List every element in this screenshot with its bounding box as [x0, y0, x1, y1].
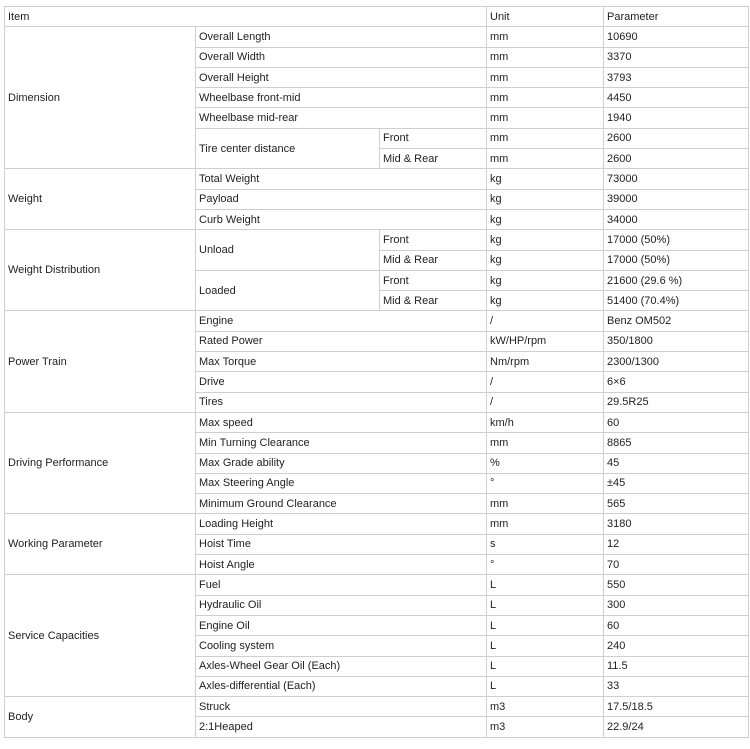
- item-cell: Max Steering Angle: [196, 473, 487, 493]
- sub-item-cell: Front: [380, 230, 487, 250]
- item-cell: Overall Height: [196, 67, 487, 87]
- unit-cell: mm: [487, 149, 604, 169]
- item-cell: Tire center distance: [196, 128, 380, 169]
- unit-cell: mm: [487, 108, 604, 128]
- sub-item-cell: Mid & Rear: [380, 149, 487, 169]
- unit-cell: m3: [487, 697, 604, 717]
- unit-cell: s: [487, 534, 604, 554]
- value-cell: 10690: [604, 27, 749, 47]
- item-cell: Loaded: [196, 270, 380, 311]
- table-row: [5, 311, 749, 331]
- value-cell: 51400 (70.4%): [604, 291, 749, 311]
- unit-cell: mm: [487, 128, 604, 148]
- item-cell: Axles-differential (Each): [196, 676, 487, 696]
- unit-cell: %: [487, 453, 604, 473]
- item-cell: Rated Power: [196, 331, 487, 351]
- unit-cell: /: [487, 311, 604, 331]
- unit-cell: kg: [487, 209, 604, 229]
- item-cell: Fuel: [196, 575, 487, 595]
- value-cell: 11.5: [604, 656, 749, 676]
- value-cell: 34000: [604, 209, 749, 229]
- value-cell: 21600 (29.6 %): [604, 270, 749, 290]
- item-cell: Overall Length: [196, 27, 487, 47]
- unit-cell: Nm/rpm: [487, 352, 604, 372]
- item-cell: Hoist Angle: [196, 555, 487, 575]
- value-cell: 4450: [604, 88, 749, 108]
- value-cell: 2600: [604, 128, 749, 148]
- value-cell: ±45: [604, 473, 749, 493]
- item-cell: Drive: [196, 372, 487, 392]
- item-cell: Struck: [196, 697, 487, 717]
- item-cell: Unload: [196, 230, 380, 271]
- header-row: [5, 7, 749, 27]
- unit-cell: kW/HP/rpm: [487, 331, 604, 351]
- value-cell: 29.5R25: [604, 392, 749, 412]
- unit-cell: mm: [487, 27, 604, 47]
- value-cell: 60: [604, 615, 749, 635]
- group-cell: Dimension: [5, 27, 196, 169]
- unit-cell: °: [487, 473, 604, 493]
- table-row: [5, 27, 749, 47]
- unit-cell: L: [487, 676, 604, 696]
- group-cell: Weight: [5, 169, 196, 230]
- item-cell: Max Grade ability: [196, 453, 487, 473]
- item-cell: Loading Height: [196, 514, 487, 534]
- value-cell: 39000: [604, 189, 749, 209]
- unit-cell: mm: [487, 514, 604, 534]
- header-item: Item: [5, 7, 487, 27]
- item-cell: Engine: [196, 311, 487, 331]
- value-cell: 17000 (50%): [604, 230, 749, 250]
- item-cell: Hydraulic Oil: [196, 595, 487, 615]
- group-cell: Working Parameter: [5, 514, 196, 575]
- table-row: [5, 412, 749, 432]
- spec-table: [4, 6, 749, 738]
- item-cell: Cooling system: [196, 636, 487, 656]
- item-cell: Total Weight: [196, 169, 487, 189]
- value-cell: 2300/1300: [604, 352, 749, 372]
- value-cell: 70: [604, 555, 749, 575]
- unit-cell: km/h: [487, 412, 604, 432]
- value-cell: 565: [604, 494, 749, 514]
- unit-cell: mm: [487, 47, 604, 67]
- table-row: [5, 575, 749, 595]
- group-cell: Weight Distribution: [5, 230, 196, 311]
- unit-cell: m3: [487, 717, 604, 737]
- sub-item-cell: Mid & Rear: [380, 250, 487, 270]
- value-cell: 6×6: [604, 372, 749, 392]
- item-cell: Overall Width: [196, 47, 487, 67]
- item-cell: Curb Weight: [196, 209, 487, 229]
- item-cell: Max Torque: [196, 352, 487, 372]
- table-row: [5, 169, 749, 189]
- unit-cell: mm: [487, 88, 604, 108]
- value-cell: 3370: [604, 47, 749, 67]
- item-cell: Engine Oil: [196, 615, 487, 635]
- item-cell: Min Turning Clearance: [196, 433, 487, 453]
- table-row: [5, 697, 749, 717]
- unit-cell: L: [487, 656, 604, 676]
- item-cell: Payload: [196, 189, 487, 209]
- unit-cell: kg: [487, 230, 604, 250]
- item-cell: Axles-Wheel Gear Oil (Each): [196, 656, 487, 676]
- unit-cell: L: [487, 636, 604, 656]
- item-cell: Max speed: [196, 412, 487, 432]
- sub-item-cell: Front: [380, 270, 487, 290]
- value-cell: 350/1800: [604, 331, 749, 351]
- unit-cell: L: [487, 615, 604, 635]
- group-cell: Power Train: [5, 311, 196, 412]
- value-cell: Benz OM502: [604, 311, 749, 331]
- header-parameter: Parameter: [604, 7, 749, 27]
- unit-cell: /: [487, 392, 604, 412]
- header-unit: Unit: [487, 7, 604, 27]
- unit-cell: kg: [487, 189, 604, 209]
- unit-cell: kg: [487, 250, 604, 270]
- unit-cell: L: [487, 595, 604, 615]
- unit-cell: mm: [487, 433, 604, 453]
- unit-cell: mm: [487, 494, 604, 514]
- value-cell: 240: [604, 636, 749, 656]
- value-cell: 17.5/18.5: [604, 697, 749, 717]
- unit-cell: kg: [487, 270, 604, 290]
- value-cell: 33: [604, 676, 749, 696]
- value-cell: 22.9/24: [604, 717, 749, 737]
- table-row: [5, 514, 749, 534]
- item-cell: Tires: [196, 392, 487, 412]
- value-cell: 12: [604, 534, 749, 554]
- item-cell: Hoist Time: [196, 534, 487, 554]
- unit-cell: /: [487, 372, 604, 392]
- group-cell: Body: [5, 697, 196, 738]
- item-cell: Minimum Ground Clearance: [196, 494, 487, 514]
- value-cell: 550: [604, 575, 749, 595]
- unit-cell: kg: [487, 169, 604, 189]
- value-cell: 17000 (50%): [604, 250, 749, 270]
- unit-cell: kg: [487, 291, 604, 311]
- value-cell: 8865: [604, 433, 749, 453]
- value-cell: 60: [604, 412, 749, 432]
- unit-cell: °: [487, 555, 604, 575]
- item-cell: Wheelbase mid-rear: [196, 108, 487, 128]
- item-cell: 2:1Heaped: [196, 717, 487, 737]
- value-cell: 3180: [604, 514, 749, 534]
- group-cell: Driving Performance: [5, 412, 196, 513]
- value-cell: 2600: [604, 149, 749, 169]
- sub-item-cell: Front: [380, 128, 487, 148]
- value-cell: 3793: [604, 67, 749, 87]
- value-cell: 1940: [604, 108, 749, 128]
- group-cell: Service Capacities: [5, 575, 196, 697]
- value-cell: 73000: [604, 169, 749, 189]
- value-cell: 300: [604, 595, 749, 615]
- unit-cell: mm: [487, 67, 604, 87]
- item-cell: Wheelbase front-mid: [196, 88, 487, 108]
- value-cell: 45: [604, 453, 749, 473]
- table-row: [5, 230, 749, 250]
- unit-cell: L: [487, 575, 604, 595]
- sub-item-cell: Mid & Rear: [380, 291, 487, 311]
